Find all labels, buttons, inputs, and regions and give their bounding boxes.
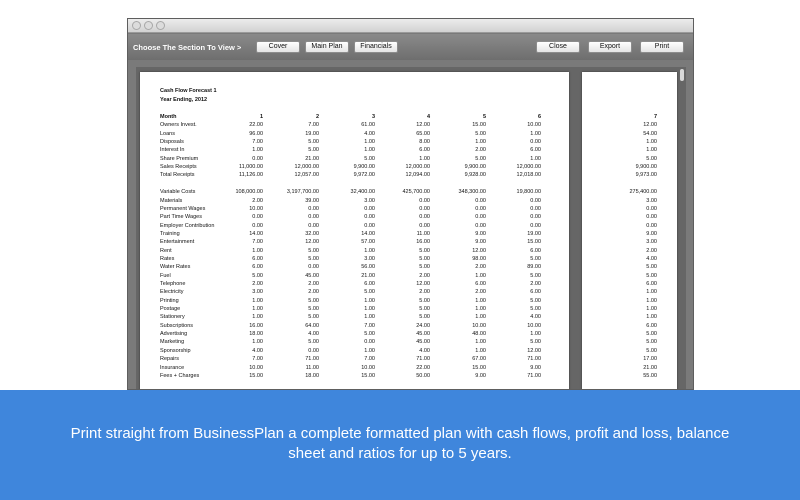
table-cell: 65.00 <box>416 130 430 137</box>
table-cell: 12,094.00 <box>405 172 430 179</box>
row-label: Disposals <box>160 139 184 146</box>
table-cell: 14.00 <box>249 230 263 237</box>
table-cell: 5.00 <box>308 297 319 304</box>
table-cell: 2.00 <box>475 147 486 154</box>
row-label: Water Rates <box>160 264 191 271</box>
column-header: 2 <box>315 114 319 120</box>
table-cell: 10.00 <box>472 322 486 329</box>
table-cell: 275,400.00 <box>629 189 657 196</box>
table-cell: 0.00 <box>475 197 486 204</box>
table-cell: 12.00 <box>416 281 430 287</box>
row-label: Fees + Charges <box>160 372 200 379</box>
close-button[interactable]: Close <box>536 41 580 53</box>
table-cell: 1.00 <box>475 314 486 321</box>
table-cell: 5.00 <box>419 314 430 321</box>
table-cell: 1.00 <box>252 147 263 154</box>
cover-button[interactable]: Cover <box>256 41 300 53</box>
table-cell: 6.00 <box>252 255 263 262</box>
table-cell: 2.00 <box>419 289 430 296</box>
table-cell: 0.00 <box>646 222 657 229</box>
window-titlebar <box>128 19 693 33</box>
table-cell: 12.00 <box>416 122 430 129</box>
table-cell: 12,018.00 <box>516 172 541 179</box>
table-cell: 15.00 <box>361 372 375 379</box>
table-cell: 6.00 <box>530 147 541 154</box>
row-label: Sales Receipts <box>160 164 197 171</box>
column-header: 3 <box>371 114 375 120</box>
table-cell: 6.00 <box>419 147 430 154</box>
row-label: Rates <box>160 255 175 262</box>
table-cell: 12,000.00 <box>405 164 430 171</box>
table-cell: 5.00 <box>530 272 541 279</box>
table-cell: 54.00 <box>643 130 657 137</box>
table-cell: 4.00 <box>530 314 541 321</box>
table-cell: 8.00 <box>419 139 430 146</box>
row-label: Advertising <box>160 331 188 338</box>
table-cell: 1.00 <box>364 347 375 354</box>
row-label: Permanent Wages <box>160 205 206 212</box>
column-header: 5 <box>482 114 486 120</box>
zoom-window-icon[interactable] <box>156 21 165 30</box>
table-cell: 5.00 <box>475 155 486 162</box>
table-cell: 5.00 <box>252 272 263 279</box>
table-cell: 21.00 <box>305 155 319 162</box>
table-cell: 4.00 <box>252 347 263 354</box>
table-cell: 9.00 <box>475 230 486 237</box>
table-cell: 3.00 <box>364 197 375 204</box>
table-cell: 2.00 <box>646 247 657 254</box>
column-header: 1 <box>259 114 263 120</box>
table-cell: 0.00 <box>308 222 319 229</box>
table-cell: 12,057.00 <box>294 172 319 179</box>
table-cell: 9,928.00 <box>464 172 486 179</box>
table-cell: 1.00 <box>364 306 375 313</box>
row-label: Sponsorship <box>160 347 191 354</box>
table-cell: 5.00 <box>308 255 319 262</box>
row-label: Share Premium <box>160 155 199 162</box>
table-cell: 9,973.00 <box>635 172 657 179</box>
table-cell: 67.00 <box>472 356 486 363</box>
row-label: Subscriptions <box>160 322 194 329</box>
row-label: Marketing <box>160 339 185 346</box>
table-cell: 5.00 <box>308 147 319 154</box>
table-cell: 11,126.00 <box>238 172 263 179</box>
table-cell: 9.00 <box>475 239 486 246</box>
print-button[interactable]: Print <box>640 41 684 53</box>
table-cell: 4.00 <box>419 347 430 354</box>
table-cell: 57.00 <box>361 239 375 246</box>
table-cell: 108,000.00 <box>235 189 263 196</box>
table-cell: 7.00 <box>364 356 375 363</box>
table-cell: 0.00 <box>308 347 319 354</box>
table-cell: 45.00 <box>416 331 430 338</box>
table-cell: 0.00 <box>646 214 657 221</box>
table-cell: 5.00 <box>475 130 486 137</box>
table-cell: 1.00 <box>646 289 657 296</box>
table-cell: 71.00 <box>305 356 319 363</box>
table-cell: 1.00 <box>475 306 486 313</box>
table-cell: 0.00 <box>364 205 375 212</box>
table-cell: 11.00 <box>416 230 430 237</box>
table-cell: 1.00 <box>252 247 263 254</box>
table-cell: 50.00 <box>416 372 430 379</box>
report-title: Cash Flow Forecast 1 <box>160 88 217 94</box>
row-label: Stationery <box>160 314 185 321</box>
table-cell: 3.00 <box>646 197 657 204</box>
table-cell: 19.00 <box>305 130 319 137</box>
table-cell: 9.00 <box>530 364 541 371</box>
table-cell: 7.00 <box>252 356 263 363</box>
table-cell: 7.00 <box>364 322 375 329</box>
table-cell: 0.00 <box>419 214 430 221</box>
table-cell: 71.00 <box>416 356 430 363</box>
table-cell: 1.00 <box>364 147 375 154</box>
app-window <box>127 18 694 390</box>
table-cell: 5.00 <box>308 314 319 321</box>
table-cell: 0.00 <box>419 222 430 229</box>
row-label: Training <box>160 230 180 237</box>
table-cell: 19.00 <box>527 230 541 237</box>
export-button[interactable]: Export <box>588 41 632 53</box>
row-label: Postage <box>160 306 181 313</box>
table-cell: 17.00 <box>643 356 657 363</box>
table-cell: 3,197,700.00 <box>286 189 319 196</box>
table-cell: 1.00 <box>475 297 486 304</box>
table-cell: 0.00 <box>646 205 657 212</box>
table-cell: 96.00 <box>249 130 263 137</box>
table-cell: 56.00 <box>361 264 375 271</box>
table-cell: 1.00 <box>475 347 486 354</box>
table-cell: 4.00 <box>646 255 657 262</box>
table-cell: 18.00 <box>305 372 319 379</box>
table-cell: 19,800.00 <box>516 189 541 196</box>
table-cell: 48.00 <box>472 331 486 338</box>
table-cell: 61.00 <box>361 122 375 129</box>
table-cell: 5.00 <box>364 331 375 338</box>
table-cell: 5.00 <box>419 255 430 262</box>
table-cell: 10.00 <box>527 322 541 329</box>
table-cell: 39.00 <box>305 197 319 204</box>
table-cell: 5.00 <box>419 306 430 313</box>
table-cell: 10.00 <box>527 122 541 129</box>
table-cell: 12,000.00 <box>516 164 541 171</box>
table-cell: 5.00 <box>646 272 657 279</box>
table-cell: 0.00 <box>530 214 541 221</box>
table-cell: 1.00 <box>646 297 657 304</box>
table-cell: 0.00 <box>252 155 263 162</box>
table-cell: 2.00 <box>252 281 263 287</box>
row-label: Entertainment <box>160 239 195 246</box>
table-cell: 1.00 <box>252 297 263 304</box>
row-label: Total Receipts <box>160 172 195 179</box>
table-cell: 0.00 <box>252 222 263 229</box>
table-cell: 0.00 <box>530 197 541 204</box>
row-label: Rent <box>160 247 172 254</box>
table-cell: 5.00 <box>646 339 657 346</box>
table-cell: 14.00 <box>361 230 375 237</box>
table-cell: 9,972.00 <box>353 172 375 179</box>
table-cell: 6.00 <box>364 281 375 287</box>
table-cell: 21.00 <box>361 272 375 279</box>
table-cell: 9,900.00 <box>635 164 657 171</box>
table-cell: 1.00 <box>475 139 486 146</box>
table-cell: 2.00 <box>308 289 319 296</box>
table-cell: 12.00 <box>527 347 541 354</box>
table-cell: 24.00 <box>416 322 430 329</box>
table-cell: 6.00 <box>646 281 657 287</box>
table-cell: 11,000.00 <box>238 164 263 171</box>
table-cell: 0.00 <box>475 205 486 212</box>
table-cell: 5.00 <box>308 339 319 346</box>
table-cell: 45.00 <box>416 339 430 346</box>
table-cell: 1.00 <box>646 306 657 313</box>
table-cell: 15.00 <box>249 372 263 379</box>
table-cell: 22.00 <box>416 364 430 371</box>
table-cell: 18.00 <box>249 331 263 338</box>
column-header: 7 <box>653 114 657 120</box>
table-cell: 64.00 <box>305 322 319 329</box>
table-cell: 2.00 <box>475 289 486 296</box>
row-label: Electricity <box>160 289 184 296</box>
table-cell: 6.00 <box>530 289 541 296</box>
table-cell: 4.00 <box>308 331 319 338</box>
section-toolbar <box>128 34 693 60</box>
table-cell: 0.00 <box>252 214 263 221</box>
table-cell: 12.00 <box>643 122 657 129</box>
column-header-month: Month <box>160 114 177 120</box>
report-subtitle: Year Ending, 2012 <box>160 97 208 103</box>
table-cell: 5.00 <box>530 339 541 346</box>
table-cell: 12.00 <box>305 239 319 246</box>
table-cell: 5.00 <box>308 139 319 146</box>
table-cell: 16.00 <box>416 239 430 246</box>
row-label: Materials <box>160 197 183 204</box>
table-cell: 1.00 <box>252 339 263 346</box>
table-cell: 5.00 <box>530 255 541 262</box>
table-cell: 1.00 <box>646 139 657 146</box>
vertical-scrollbar[interactable] <box>679 69 685 389</box>
table-cell: 89.00 <box>527 264 541 271</box>
table-cell: 0.00 <box>475 222 486 229</box>
table-cell: 0.00 <box>530 222 541 229</box>
table-cell: 0.00 <box>419 205 430 212</box>
table-cell: 425,700.00 <box>402 189 430 196</box>
table-cell: 7.00 <box>252 139 263 146</box>
table-cell: 7.00 <box>252 239 263 246</box>
close-window-icon[interactable] <box>132 21 141 30</box>
table-cell: 5.00 <box>646 347 657 354</box>
table-cell: 0.00 <box>364 339 375 346</box>
table-cell: 5.00 <box>646 264 657 271</box>
scrollbar-thumb[interactable] <box>680 69 684 81</box>
table-cell: 6.00 <box>530 247 541 254</box>
table-cell: 0.00 <box>308 264 319 271</box>
row-label: Telephone <box>160 281 186 287</box>
table-cell: 11.00 <box>305 364 319 371</box>
table-cell: 1.00 <box>646 147 657 154</box>
column-header: 6 <box>537 114 541 120</box>
table-cell: 10.00 <box>361 364 375 371</box>
table-cell: 71.00 <box>527 372 541 379</box>
table-cell: 5.00 <box>364 155 375 162</box>
table-cell: 5.00 <box>364 289 375 296</box>
table-cell: 5.00 <box>419 297 430 304</box>
table-cell: 2.00 <box>475 264 486 271</box>
promo-banner <box>0 390 800 500</box>
table-cell: 4.00 <box>364 130 375 137</box>
table-cell: 55.00 <box>643 372 657 379</box>
report-page-continued <box>582 72 677 390</box>
table-cell: 3.00 <box>364 255 375 262</box>
table-cell: 5.00 <box>308 247 319 254</box>
table-cell: 5.00 <box>530 306 541 313</box>
table-cell: 15.00 <box>472 364 486 371</box>
table-cell: 0.00 <box>530 205 541 212</box>
table-cell: 5.00 <box>419 264 430 271</box>
table-cell: 0.00 <box>475 214 486 221</box>
table-cell: 1.00 <box>475 272 486 279</box>
table-cell: 0.00 <box>530 139 541 146</box>
table-cell: 1.00 <box>252 314 263 321</box>
table-cell: 7.00 <box>308 122 319 129</box>
table-cell: 10.00 <box>249 364 263 371</box>
table-cell: 1.00 <box>364 314 375 321</box>
table-cell: 1.00 <box>364 297 375 304</box>
choose-section-label: Choose The Section To View > <box>133 43 242 52</box>
table-cell: 15.00 <box>527 239 541 246</box>
table-cell: 0.00 <box>308 205 319 212</box>
table-cell: 348,300.00 <box>458 189 486 196</box>
table-cell: 2.00 <box>308 281 319 287</box>
table-cell: 16.00 <box>249 322 263 329</box>
report-page <box>140 72 569 390</box>
table-cell: 2.00 <box>530 281 541 287</box>
table-cell: 98.00 <box>472 255 486 262</box>
table-cell: 5.00 <box>530 297 541 304</box>
row-label: Variable Costs <box>160 189 196 196</box>
table-cell: 5.00 <box>419 247 430 254</box>
table-cell: 2.00 <box>252 197 263 204</box>
table-cell: 5.00 <box>308 306 319 313</box>
table-cell: 5.00 <box>646 155 657 162</box>
table-cell: 2.00 <box>419 272 430 279</box>
table-cell: 3.00 <box>646 239 657 246</box>
financials-button[interactable]: Financials <box>354 41 398 53</box>
row-label: Employer Contribution <box>160 222 215 229</box>
row-label: Owners Invest. <box>160 122 197 129</box>
table-cell: 21.00 <box>643 364 657 371</box>
table-cell: 9,900.00 <box>464 164 486 171</box>
table-cell: 1.00 <box>530 155 541 162</box>
table-cell: 1.00 <box>419 155 430 162</box>
promo-caption: Print straight from BusinessPlan a complete formatted plan with cash flows, profit and loss, balance sheet and ratios for up to 5 years. <box>70 425 730 462</box>
table-cell: 0.00 <box>364 222 375 229</box>
table-cell: 6.00 <box>475 281 486 287</box>
table-cell: 9.00 <box>475 372 486 379</box>
table-cell: 32.00 <box>305 230 319 237</box>
row-label: Loans <box>160 130 175 137</box>
table-cell: 12,000.00 <box>294 164 319 171</box>
table-cell: 32,400.00 <box>350 189 375 196</box>
table-cell: 6.00 <box>252 264 263 271</box>
table-cell: 12.00 <box>472 247 486 254</box>
table-cell: 1.00 <box>364 247 375 254</box>
table-cell: 0.00 <box>419 197 430 204</box>
document-viewer[interactable] <box>136 67 686 390</box>
table-cell: 3.00 <box>252 289 263 296</box>
table-cell: 10.00 <box>249 205 263 212</box>
table-cell: 5.00 <box>646 331 657 338</box>
row-label: Interest In <box>160 147 185 154</box>
table-cell: 0.00 <box>364 214 375 221</box>
table-cell: 1.00 <box>252 306 263 313</box>
table-cell: 9.00 <box>646 230 657 237</box>
row-label: Printing <box>160 297 179 304</box>
main-plan-button[interactable]: Main Plan <box>305 41 349 53</box>
row-label: Insurance <box>160 364 185 371</box>
table-cell: 6.00 <box>646 322 657 329</box>
table-cell: 9,900.00 <box>353 164 375 171</box>
table-cell: 1.00 <box>364 139 375 146</box>
table-cell: 22.00 <box>249 122 263 129</box>
row-label: Fuel <box>160 272 171 279</box>
table-cell: 15.00 <box>472 122 486 129</box>
row-label: Part Time Wages <box>160 214 202 221</box>
table-cell: 1.00 <box>530 130 541 137</box>
table-cell: 1.00 <box>646 314 657 321</box>
table-cell: 1.00 <box>475 339 486 346</box>
table-cell: 1.00 <box>530 331 541 338</box>
table-cell: 0.00 <box>308 214 319 221</box>
minimize-window-icon[interactable] <box>144 21 153 30</box>
row-label: Repairs <box>160 356 179 363</box>
table-cell: 45.00 <box>305 272 319 279</box>
table-cell: 71.00 <box>527 356 541 363</box>
column-header: 4 <box>426 114 430 120</box>
